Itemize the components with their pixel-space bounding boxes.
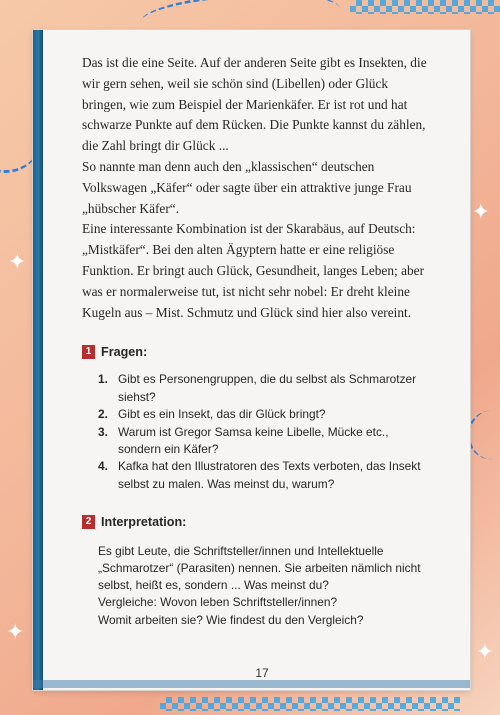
intro-line: „hübscher Käfer“. <box>82 200 180 216</box>
question-list <box>98 371 454 493</box>
section-title: Interpretation: <box>101 515 187 530</box>
interpretation-line: selbst, heißt es, sondern ... Was meinst du? <box>98 578 329 593</box>
question-number: 2. <box>98 407 108 422</box>
intro-line: was er normalerweise tut, ist nicht sehr nobel: Er dreht kleine <box>82 283 410 299</box>
intro-line: Eine interessante Kombination ist der Skarabäus, auf Deutsch: <box>82 221 416 237</box>
interpretation-line: Vergleiche: Wovon leben Schriftsteller/innen? <box>98 595 338 610</box>
question-text: Gibt es Personengruppen, die du selbst als Schmarotzer siehst? <box>118 372 417 404</box>
sparkle-icon: ✦ <box>6 620 25 645</box>
intro-line: Volkswagen „Käfer“ oder sagte über ein attraktive junge Frau <box>82 179 412 195</box>
intro-line: die Zahl bringt dir Glück ... <box>82 138 229 154</box>
question-number: 3. <box>98 424 108 439</box>
section-title: Fragen: <box>101 345 148 360</box>
intro-line: wir gern sehen, weil sie schön sind (Libellen) oder Glück <box>82 75 389 91</box>
interpretation-heading <box>82 515 454 529</box>
question-text: Gibt es ein Insekt, das dir Glück bringt? <box>118 407 326 422</box>
list-item <box>98 424 454 459</box>
question-number: 4. <box>98 459 108 474</box>
intro-line: Funktion. Er bringt auch Glück, Gesundheit, langes Leben; aber <box>82 262 425 278</box>
question-number: 1. <box>98 372 108 387</box>
section-number-badge: 1 <box>82 345 95 359</box>
intro-line: Kugeln aus – Mist. Schmutz und Glück sind hier also vereint. <box>82 304 412 320</box>
interpretation-text <box>98 543 454 628</box>
decorative-checker-strip-top <box>350 0 500 14</box>
book-bottom-edge <box>33 680 470 688</box>
page-number: 17 <box>255 666 269 680</box>
interpretation-line: Es gibt Leute, die Schriftsteller/innen und Intellektuelle <box>98 544 384 559</box>
sparkle-icon: ✦ <box>475 640 494 665</box>
question-text: Kafka hat den Illustratoren des Texts verboten, das Insekt <box>118 459 421 474</box>
list-item <box>98 406 454 423</box>
intro-line: schwarze Punkte auf dem Rücken. Die Punkte kannst du zählen, <box>82 117 426 133</box>
question-text: selbst zu malen. Was meinst du, warum? <box>118 476 335 491</box>
page-content <box>82 53 454 629</box>
decorative-dashed-curve-right <box>467 410 500 460</box>
sparkle-icon: ✦ <box>471 200 490 225</box>
intro-line: „Mistkäfer“. Bei den alten Ägyptern hatte er eine religiöse <box>82 242 395 258</box>
intro-text <box>82 53 454 323</box>
sparkle-icon: ✦ <box>8 250 27 275</box>
intro-line: So nannte man denn auch den „klassischen“ deutschen <box>82 158 375 174</box>
intro-line: bringen, wie zum Beispiel der Marienkäfer. Er ist rot und hat <box>82 96 408 112</box>
interpretation-line: „Schmarotzer“ (Parasiten) nennen. Sie arbeiten nämlich nicht <box>98 561 421 576</box>
decorative-checker-strip-bottom <box>160 697 460 711</box>
interpretation-line: Womit arbeiten sie? Wie findest du den Vergleich? <box>98 612 364 627</box>
fragen-heading <box>82 345 454 359</box>
question-text: sondern ein Käfer? <box>118 441 219 456</box>
list-item <box>98 458 454 493</box>
book-binding-edge <box>33 30 43 690</box>
section-number-badge: 2 <box>82 515 95 529</box>
list-item <box>98 371 454 406</box>
question-text: Warum ist Gregor Samsa keine Libelle, Mücke etc., <box>118 424 389 439</box>
intro-line: Das ist die eine Seite. Auf der anderen Seite gibt es Insekten, die <box>82 55 427 70</box>
